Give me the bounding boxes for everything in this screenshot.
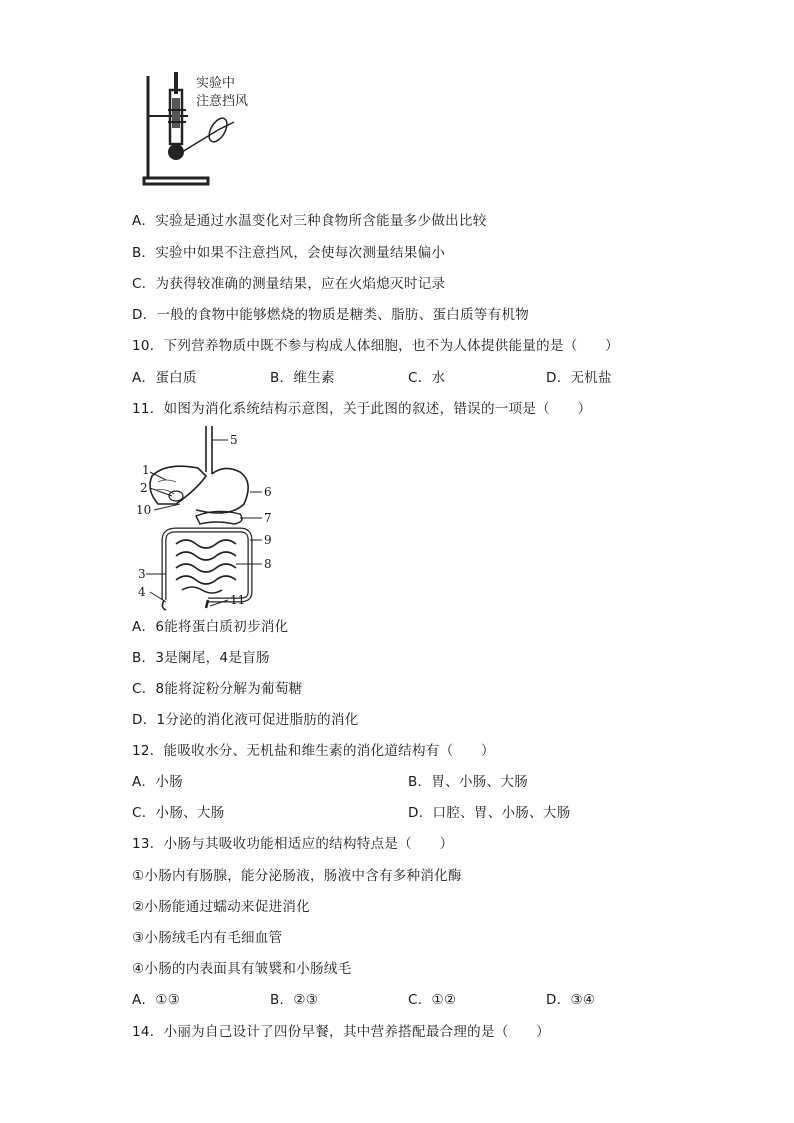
- q12-option-d: D．口腔、胃、小肠、大肠: [408, 805, 571, 821]
- q10-option-d: D．无机盐: [546, 370, 612, 386]
- q11-option-c: C．8能将淀粉分解为葡萄糖: [132, 681, 303, 697]
- q9-option-a: A．实验是通过水温变化对三种食物所含能量多少做出比较: [132, 213, 487, 229]
- q12-option-a: A．小肠: [132, 774, 183, 790]
- label-2: 2: [140, 481, 148, 495]
- stomach: [196, 468, 248, 513]
- q10-option-a: A．蛋白质: [132, 370, 197, 386]
- q13-option-c: C．①②: [408, 992, 457, 1008]
- figure-caption-line1: 实验中: [196, 76, 236, 91]
- label-10: 10: [136, 503, 152, 517]
- q13-option-a: A．①③: [132, 992, 181, 1008]
- figure-caption-line2: 注意挡风: [196, 94, 249, 109]
- q11-option-b: B．3是阑尾，4是盲肠: [132, 650, 270, 666]
- q10-stem: 10．下列营养物质中既不参与构成人体细胞，也不为人体提供能量的是（ ）: [132, 338, 619, 354]
- rectum: [206, 600, 208, 608]
- liver: [150, 466, 206, 504]
- digestive-system-figure: [136, 424, 276, 610]
- q12-option-b: B．胃、小肠、大肠: [408, 774, 528, 790]
- q12-option-c: C．小肠、大肠: [132, 805, 225, 821]
- q14-stem: 14．小丽为自己设计了四份早餐，其中营养搭配最合理的是（ ）: [132, 1024, 550, 1040]
- burning-food: [168, 144, 184, 160]
- q9-option-d: D．一般的食物中能够燃烧的物质是糖类、脂肪、蛋白质等有机物: [132, 307, 530, 323]
- q13-option-b: B．②③: [270, 992, 319, 1008]
- label-3: 3: [138, 567, 146, 581]
- large-intestine: [164, 530, 250, 600]
- q11-option-a: A．6能将蛋白质初步消化: [132, 619, 289, 635]
- label-8: 8: [264, 557, 272, 571]
- combustion-apparatus-figure: [138, 70, 268, 190]
- q12-stem: 12．能吸收水分、无机盐和维生素的消化道结构有（ ）: [132, 743, 495, 759]
- label-9: 9: [264, 533, 272, 547]
- q11-option-d: D．1分泌的消化液可促进脂肪的消化: [132, 712, 359, 728]
- q13-option-d: D．③④: [546, 992, 596, 1008]
- q10-option-b: B．维生素: [270, 370, 335, 386]
- label-7: 7: [264, 511, 272, 525]
- q10-option-c: C．水: [408, 370, 446, 386]
- stand-base: [144, 178, 208, 184]
- q13-statement-3: ③小肠绒毛内有毛细血管: [132, 930, 283, 946]
- q11-stem: 11．如图为消化系统结构示意图，关于此图的叙述，错误的一项是（ ）: [132, 401, 592, 417]
- label-5: 5: [230, 433, 238, 447]
- q13-statement-4: ④小肠的内表面具有皱襞和小肠绒毛: [132, 961, 352, 977]
- label-11: 11: [230, 593, 246, 607]
- q13-statement-1: ①小肠内有肠腺，能分泌肠液，肠液中含有多种消化酶: [132, 868, 462, 884]
- q13-statement-2: ②小肠能通过蠕动来促进消化: [132, 899, 311, 915]
- q9-option-c: C．为获得较准确的测量结果，应在火焰熄灭时记录: [132, 276, 446, 292]
- label-6: 6: [264, 485, 272, 499]
- q9-option-b: B．实验中如果不注意挡风，会使每次测量结果偏小: [132, 245, 446, 261]
- q13-stem: 13．小肠与其吸收功能相适应的结构特点是（ ）: [132, 836, 454, 852]
- label-4: 4: [138, 585, 146, 599]
- small-intestine: [176, 540, 236, 593]
- esophagus: [206, 426, 212, 474]
- label-1: 1: [142, 463, 150, 477]
